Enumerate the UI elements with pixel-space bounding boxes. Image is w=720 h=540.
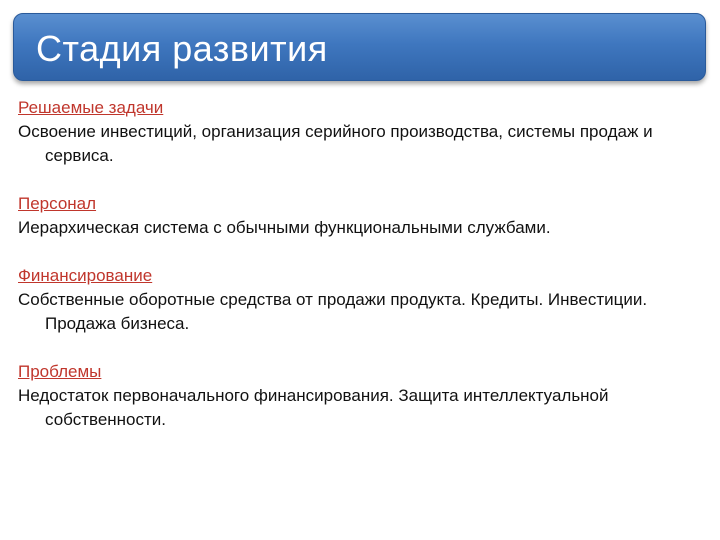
slide-title: Стадия развития	[36, 28, 328, 69]
content-area	[18, 96, 708, 456]
section-heading: Решаемые задачи	[18, 98, 164, 117]
section-heading: Персонал	[18, 194, 97, 213]
section-personnel	[18, 192, 708, 240]
section-heading: Проблемы	[18, 362, 102, 381]
section-text: Собственные оборотные средства от продажи продукта. Кредиты. Инвестиции. Продажа бизнеса.	[18, 290, 648, 333]
section-problems	[18, 360, 708, 432]
section-text: Иерархическая система с обычными функциональными службами.	[18, 218, 551, 237]
section-heading: Финансирование	[18, 266, 153, 285]
section-financing	[18, 264, 708, 336]
section-tasks	[18, 96, 708, 168]
section-text: Освоение инвестиций, организация серийного производства, системы продаж и сервиса.	[18, 122, 653, 165]
title-bar	[13, 13, 706, 81]
section-text: Недостаток первоначального финансирования. Защита интеллектуальной собственности.	[18, 386, 609, 429]
